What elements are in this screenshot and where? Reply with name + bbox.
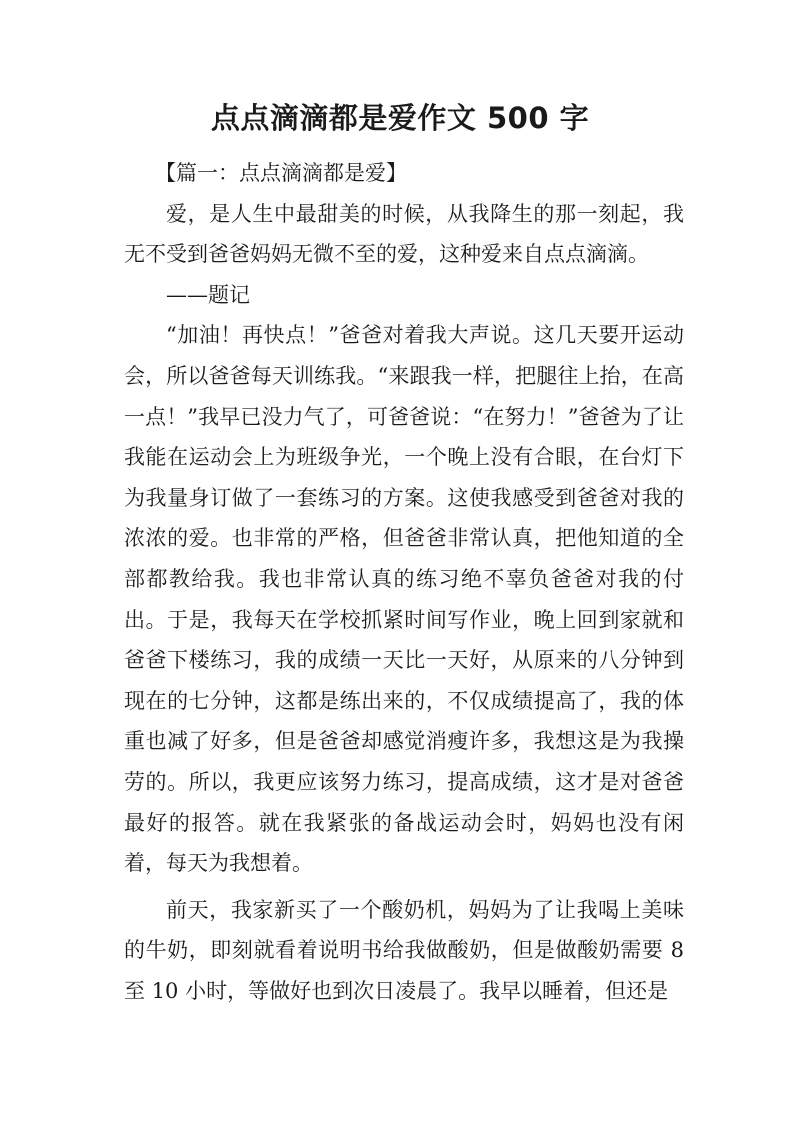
document-body xyxy=(124,153,684,1011)
document-title: 点点滴滴都是爱作文 500 字 xyxy=(210,101,590,135)
paragraph-yogurt: 前天，我家新买了一个酸奶机，妈妈为了让我喝上美味的牛奶，即刻就看着说明书给我做酸奶，但是做酸奶需要 8 至 10 小时，等做好也到次日凌晨了。我早以睡着，但还是 xyxy=(124,897,684,1003)
paragraph-epigraph: 爱，是人生中最甜美的时候，从我降生的那一刻起，我无不受到爸爸妈妈无微不至的爱，这种爱来自点点滴滴。 xyxy=(124,201,684,267)
paragraph-training: “加油！再快点！”爸爸对着我大声说。这几天要开运动会，所以爸爸每天训练我。“来跟我一样，把腿往上抬，在高一点！”我早已没力气了，可爸爸说：“在努力！”爸爸为了让我能在运动会上为班级争光，一个晚上没有合眼，在台灯下为我量身订做了一套练习的方案。这使我感受到爸爸对我的浓浓的爱。也非常的严格，但爸爸非常认真，把他知道的全部都教给我。我也非常认真的练习绝不辜负爸爸对我的付出。于是，我每天在学校抓紧时间写作业，晚上回到家就和爸爸下楼练习，我的成绩一天比一天好，从原来的八分钟到现在的七分钟，这都是练出来的，不仅成绩提高了，我的体重也减了好多，但是爸爸却感觉消瘦许多，我想这是为我操劳的。所以，我更应该努力练习，提高成绩，这才是对爸爸最好的报答。就在我紧张的备战运动会时，妈妈也没有闲着，每天为我想着。 xyxy=(124,323,684,876)
paragraph-epigraph-attribution: ——题记 xyxy=(166,282,250,307)
section-heading: 【篇一：点点滴滴都是爱】 xyxy=(155,161,407,185)
